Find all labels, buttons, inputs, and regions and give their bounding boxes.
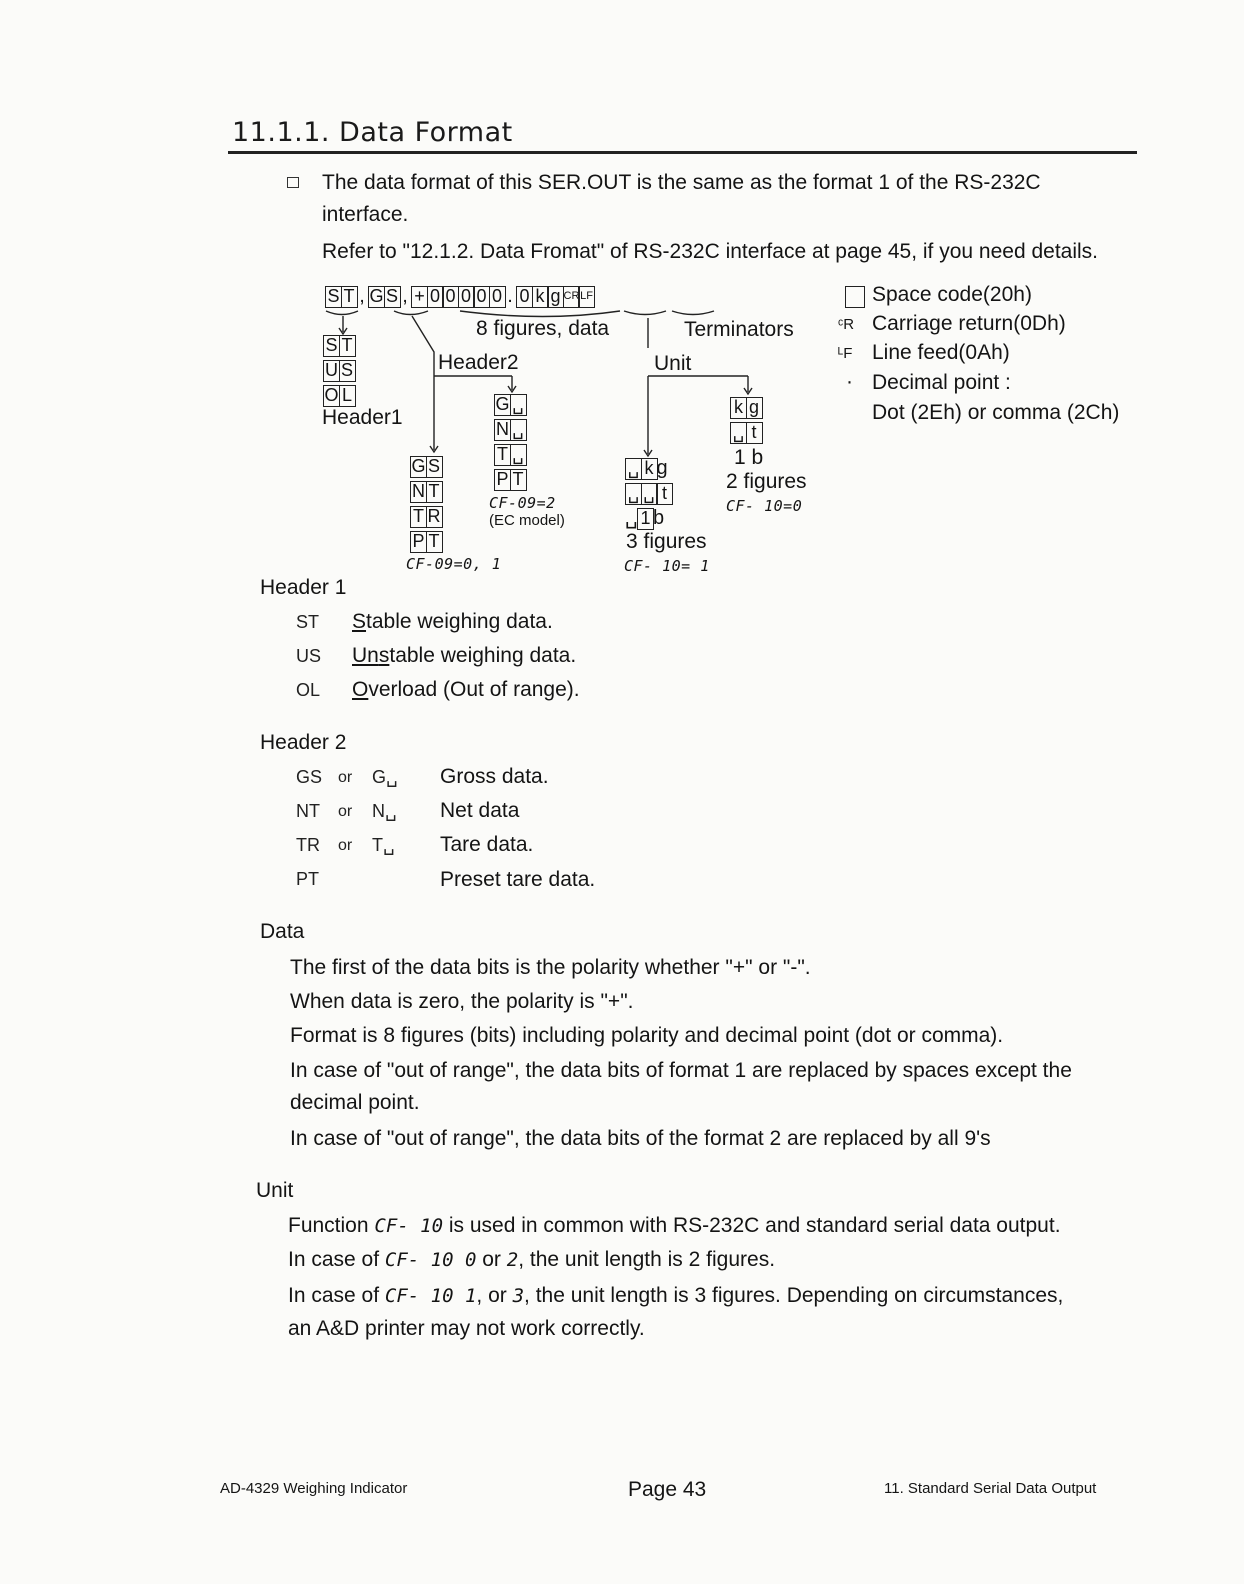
header2-box-pt bbox=[410, 531, 441, 553]
unit-line-4: an A&D printer may not work correctly. bbox=[288, 1317, 645, 1340]
header2-desc: Preset tare data. bbox=[440, 868, 596, 891]
legend-cr: Carriage return(0Dh) bbox=[872, 312, 1066, 335]
header2-setting: CF-09=0, 1 bbox=[406, 555, 502, 573]
header1-desc bbox=[352, 644, 576, 668]
cf-code: 3 bbox=[512, 1285, 525, 1307]
box-cell: T bbox=[426, 531, 443, 553]
header2-or: or bbox=[338, 803, 353, 820]
header2-code: TR bbox=[296, 835, 320, 855]
footer-page: Page 43 bbox=[628, 1478, 707, 1501]
desc-rest: table weighing data. bbox=[389, 644, 577, 667]
label-8-figures: 8 figures, data bbox=[476, 317, 610, 340]
data-line: When data is zero, the polarity is "+". bbox=[290, 990, 634, 1013]
text: is used in common with RS-232C and standard serial data output. bbox=[443, 1214, 1061, 1237]
box-cell: T bbox=[339, 335, 356, 357]
data-line: In case of "out of range", the data bits of format 1 are replaced by spaces except the bbox=[290, 1059, 1072, 1082]
unit-3fig-setting: CF- 10= 1 bbox=[624, 557, 710, 575]
decimal-point-icon: · bbox=[846, 370, 853, 393]
data-line: In case of "out of range", the data bits of the format 2 are replaced by all 9's bbox=[290, 1127, 991, 1150]
header1-title: Header 1 bbox=[260, 576, 347, 599]
unit-2fig-box-t bbox=[730, 422, 761, 444]
header2-ec-box-t bbox=[494, 444, 525, 466]
unit-2fig-lb: 1 b bbox=[734, 446, 764, 469]
box-cell: ␣ bbox=[510, 394, 527, 416]
box-cell: T bbox=[510, 469, 527, 491]
label-header1: Header1 bbox=[322, 406, 403, 429]
box-cell: ␣ bbox=[730, 422, 747, 444]
header2-or: or bbox=[338, 769, 353, 786]
unit-title: Unit bbox=[256, 1179, 294, 1202]
box-cell: G bbox=[411, 456, 426, 476]
box-cell: P bbox=[410, 531, 427, 553]
format-cell: G bbox=[369, 286, 384, 306]
data-line: decimal point. bbox=[290, 1091, 420, 1114]
header2-desc: Gross data. bbox=[440, 765, 549, 788]
text: Function bbox=[288, 1214, 375, 1237]
unit-line-2 bbox=[288, 1248, 775, 1272]
data-line: Format is 8 figures (bits) including polarity and decimal point (dot or comma). bbox=[290, 1024, 1004, 1047]
cf-code: CF- 10 0 bbox=[384, 1249, 477, 1271]
header1-desc bbox=[352, 610, 553, 634]
format-cell: 0 bbox=[473, 286, 490, 308]
intro-line-3: Refer to "12.1.2. Data Fromat" of RS-232C interface at page 45, if you need details. bbox=[322, 240, 1099, 263]
desc-underline: S bbox=[352, 610, 367, 633]
header2-ec-box-pt bbox=[494, 469, 525, 491]
cf-code: CF- 10 bbox=[374, 1215, 444, 1237]
intro-line-1: The data format of this SER.OUT is the same as the format 1 of the RS-232C bbox=[322, 171, 1041, 194]
header1-box-st bbox=[323, 335, 354, 357]
lf-icon: ᴸF bbox=[838, 345, 853, 362]
header2-or: or bbox=[338, 837, 353, 854]
header2-ec-note: (EC model) bbox=[489, 512, 565, 529]
unit-2fig-label: 2 figures bbox=[726, 470, 807, 493]
header2-box-nt bbox=[410, 481, 441, 503]
cf-code: CF- 10 1 bbox=[384, 1285, 477, 1307]
box-cell: T bbox=[410, 506, 427, 528]
box-cell: ␣ bbox=[625, 483, 642, 505]
box-cell: b bbox=[652, 507, 665, 529]
format-sep: , bbox=[402, 285, 408, 307]
box-cell: T bbox=[426, 481, 443, 503]
header1-code: OL bbox=[296, 680, 321, 700]
unit-3fig-box-t bbox=[625, 483, 672, 505]
format-sep: . bbox=[507, 285, 513, 307]
format-cell: 0 bbox=[442, 286, 459, 308]
format-cell: S bbox=[384, 286, 401, 308]
box-cell: ␣ bbox=[625, 507, 638, 529]
box-cell: P bbox=[494, 469, 511, 491]
text: In case of bbox=[288, 1284, 385, 1307]
format-cell-cr: CR bbox=[563, 286, 580, 308]
unit-2fig-box-kg bbox=[730, 397, 761, 419]
header2-code: NT bbox=[296, 801, 320, 821]
space-code-icon bbox=[845, 286, 865, 308]
format-cell: 0 bbox=[489, 286, 506, 308]
format-cell: 0 bbox=[427, 286, 444, 308]
unit-3fig-box-lb bbox=[625, 508, 665, 530]
box-cell: t bbox=[656, 483, 673, 505]
format-sep: , bbox=[359, 285, 365, 307]
text: or bbox=[476, 1248, 507, 1271]
unit-2fig-setting: CF- 10=0 bbox=[726, 497, 803, 515]
header2-title: Header 2 bbox=[260, 731, 347, 754]
box-cell: k bbox=[641, 458, 658, 480]
unit-line-3 bbox=[288, 1284, 1063, 1308]
data-line: The first of the data bits is the polarity whether "+" or "-". bbox=[290, 956, 811, 979]
intro-line-2: interface. bbox=[322, 203, 409, 226]
format-cell: S bbox=[325, 286, 342, 308]
box-cell: S bbox=[323, 335, 340, 357]
data-title: Data bbox=[260, 920, 305, 943]
header2-code: GS bbox=[296, 767, 323, 787]
box-cell: ␣ bbox=[625, 458, 642, 480]
header2-ec-setting: CF-09=2 bbox=[489, 494, 556, 512]
unit-3fig-label: 3 figures bbox=[626, 530, 707, 553]
box-cell: L bbox=[339, 385, 356, 407]
header1-code: ST bbox=[296, 612, 320, 632]
header1-desc bbox=[352, 678, 580, 702]
box-cell: S bbox=[339, 360, 356, 382]
box-cell: g bbox=[656, 457, 668, 479]
format-cell-lf: LF bbox=[578, 286, 595, 308]
legend-space: Space code(20h) bbox=[872, 283, 1032, 306]
box-cell: 1 bbox=[637, 508, 654, 530]
label-unit: Unit bbox=[654, 352, 692, 375]
header2-alt: N␣ bbox=[372, 801, 397, 821]
header1-box-ol bbox=[323, 385, 354, 407]
header2-alt: T␣ bbox=[372, 835, 395, 855]
box-cell: S bbox=[426, 456, 443, 478]
format-cell: k bbox=[532, 286, 549, 308]
header2-box-gs bbox=[410, 456, 441, 478]
box-cell: t bbox=[746, 422, 763, 444]
header2-alt: G␣ bbox=[372, 767, 398, 787]
box-cell: g bbox=[746, 397, 763, 419]
box-cell: ␣ bbox=[641, 483, 658, 505]
legend-dp2: Dot (2Eh) or comma (2Ch) bbox=[872, 401, 1120, 424]
box-cell: N bbox=[496, 419, 509, 439]
header2-desc: Net data bbox=[440, 799, 520, 822]
format-cell: g bbox=[547, 286, 564, 308]
box-cell: R bbox=[427, 506, 441, 526]
box-cell: O bbox=[324, 385, 339, 405]
text: , the unit length is 2 figures. bbox=[518, 1248, 776, 1271]
text: In case of bbox=[288, 1248, 385, 1271]
box-cell: k bbox=[730, 397, 747, 419]
header2-ec-box-g bbox=[494, 394, 525, 416]
box-cell: T bbox=[494, 444, 511, 466]
footer-left: AD-4329 Weighing Indicator bbox=[220, 1480, 408, 1497]
box-cell: N bbox=[412, 481, 425, 501]
text: , or bbox=[476, 1284, 513, 1307]
cf-code: 2 bbox=[506, 1249, 519, 1271]
desc-rest: verload (Out of range). bbox=[368, 678, 580, 701]
format-cell: 0 bbox=[458, 286, 475, 308]
header1-box-us bbox=[323, 360, 354, 382]
label-terminators: Terminators bbox=[684, 318, 794, 341]
legend-dp1: Decimal point : bbox=[872, 371, 1011, 394]
header2-ec-box-n bbox=[494, 419, 525, 441]
format-cell: 0 bbox=[516, 286, 533, 308]
footer-right: 11. Standard Serial Data Output bbox=[884, 1480, 1097, 1497]
desc-underline: O bbox=[352, 678, 369, 701]
unit-line-1 bbox=[288, 1214, 1061, 1238]
header2-code: PT bbox=[296, 869, 320, 889]
desc-underline: Un bbox=[352, 644, 379, 667]
desc-underline: s bbox=[378, 644, 390, 667]
header2-box-tr bbox=[410, 506, 441, 528]
section-heading: 11.1.1. Data Format bbox=[232, 117, 513, 148]
desc-rest: table weighing data. bbox=[366, 610, 553, 633]
text: , the unit length is 3 figures. Depending on circumstances, bbox=[524, 1284, 1064, 1307]
box-cell: G bbox=[495, 394, 510, 414]
legend-lf: Line feed(0Ah) bbox=[872, 341, 1010, 364]
format-cell: T bbox=[341, 286, 358, 308]
unit-3fig-box-kg bbox=[625, 458, 668, 480]
header1-code: US bbox=[296, 646, 322, 666]
cr-icon: ᶜR bbox=[838, 316, 855, 333]
box-cell: ␣ bbox=[510, 444, 527, 466]
label-header2: Header2 bbox=[438, 351, 519, 374]
box-cell: ␣ bbox=[510, 419, 527, 441]
header2-desc: Tare data. bbox=[440, 833, 534, 856]
box-cell: U bbox=[325, 360, 338, 380]
format-cell: + bbox=[411, 286, 428, 308]
